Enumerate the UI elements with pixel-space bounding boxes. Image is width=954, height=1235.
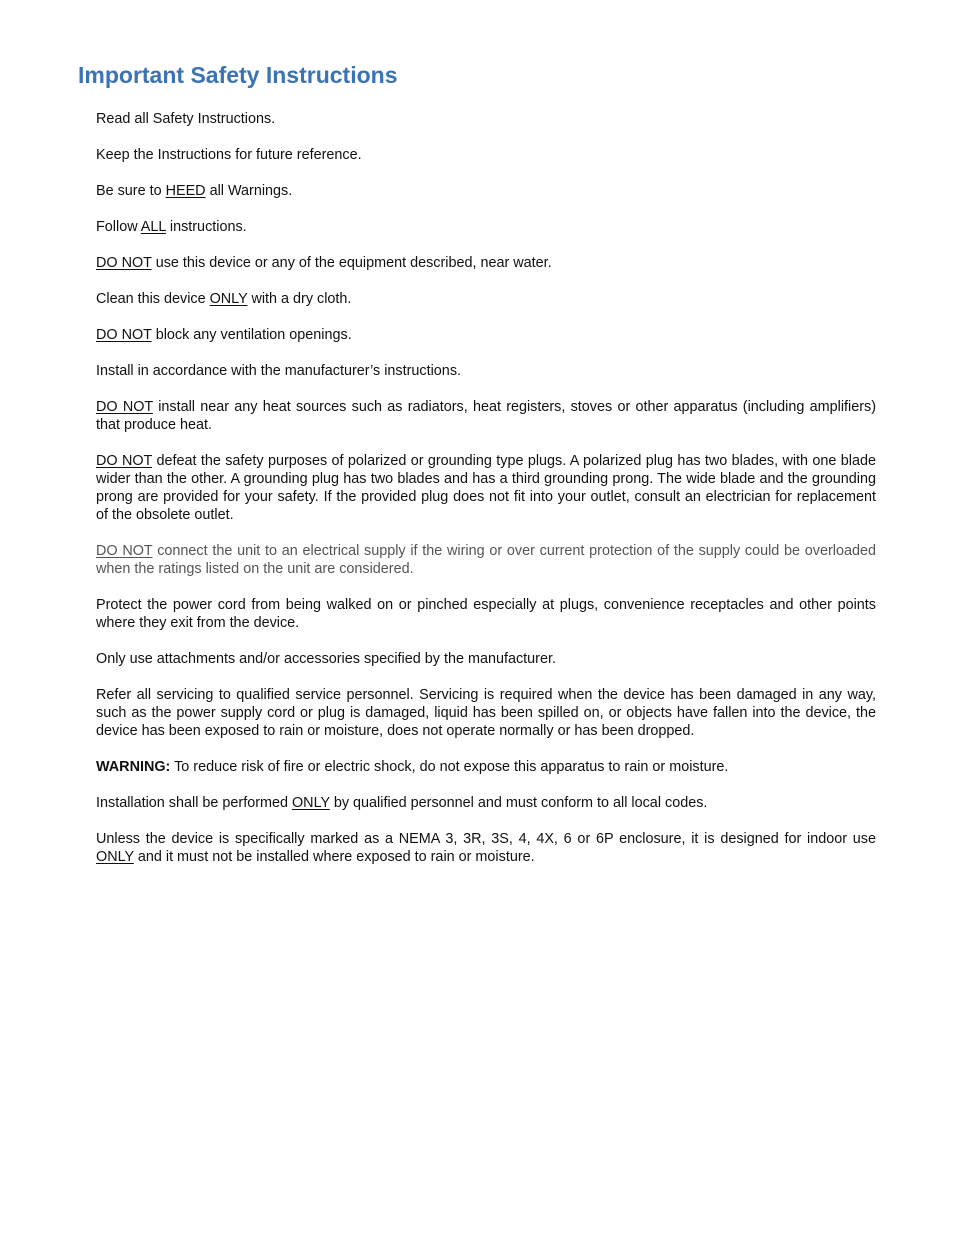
instruction-item bbox=[96, 254, 876, 272]
instruction-text: connect the unit to an electrical supply if the wiring or over current protection of the supply could be overloaded when the ratings listed on the unit are considered. bbox=[96, 543, 877, 577]
instruction-text: by qualified personnel and must conform to all local codes. bbox=[329, 795, 708, 811]
emphasis-text: DO NOT bbox=[96, 327, 152, 343]
instruction-item bbox=[96, 182, 876, 200]
emphasis-text: DO NOT bbox=[96, 543, 153, 559]
instruction-text: Read all Safety Instructions. bbox=[96, 111, 276, 127]
instruction-text: instructions. bbox=[165, 219, 247, 235]
safety-instructions-list bbox=[96, 110, 876, 884]
instruction-text: use this device or any of the equipment described, near water. bbox=[151, 255, 552, 271]
instruction-text: Install in accordance with the manufacturer’s instructions. bbox=[96, 363, 462, 379]
instruction-text: Clean this device bbox=[96, 291, 210, 307]
emphasis-text: DO NOT bbox=[96, 255, 152, 271]
instruction-text: install near any heat sources such as radiators, heat registers, stoves or other apparatus (including amplifiers) that produce heat. bbox=[96, 399, 876, 433]
emphasis-text: DO NOT bbox=[96, 399, 153, 415]
instruction-text: Be sure to bbox=[96, 183, 166, 199]
instruction-item bbox=[96, 794, 876, 812]
emphasis-text: ALL bbox=[140, 219, 166, 235]
instruction-item bbox=[96, 452, 876, 524]
instruction-text: Unless the device is specifically marked as a NEMA 3, 3R, 3S, 4, 4X, 6 or 6P enclosure, it is designed for indoor use bbox=[96, 831, 876, 847]
instruction-text: block any ventilation openings. bbox=[151, 327, 352, 343]
instruction-text: Keep the Instructions for future reference. bbox=[96, 147, 362, 163]
instruction-item bbox=[96, 686, 876, 740]
warning-label: WARNING: bbox=[96, 759, 171, 775]
instruction-item bbox=[96, 290, 876, 308]
page-title: Important Safety Instructions bbox=[78, 62, 398, 88]
emphasis-text: HEED bbox=[165, 183, 206, 199]
instruction-item bbox=[96, 218, 876, 236]
emphasis-text: ONLY bbox=[96, 849, 134, 865]
instruction-text: Only use attachments and/or accessories specified by the manufacturer. bbox=[96, 651, 556, 667]
instruction-item bbox=[96, 542, 876, 578]
instruction-item bbox=[96, 650, 876, 668]
instruction-text: Installation shall be performed bbox=[96, 795, 292, 811]
instruction-item bbox=[96, 830, 876, 866]
emphasis-text: DO NOT bbox=[96, 453, 153, 469]
instruction-item bbox=[96, 596, 876, 632]
instruction-item bbox=[96, 110, 876, 128]
instruction-item bbox=[96, 362, 876, 380]
emphasis-text: ONLY bbox=[209, 291, 248, 307]
instruction-item bbox=[96, 326, 876, 344]
emphasis-text: ONLY bbox=[291, 795, 330, 811]
instruction-text: with a dry cloth. bbox=[247, 291, 352, 307]
instruction-item bbox=[96, 398, 876, 434]
instruction-text: all Warnings. bbox=[205, 183, 293, 199]
instruction-item bbox=[96, 758, 876, 776]
instruction-text: Protect the power cord from being walked on or pinched especially at plugs, convenience receptacles and other points where they exit from the device. bbox=[96, 597, 876, 631]
instruction-text: and it must not be installed where exposed to rain or moisture. bbox=[133, 849, 535, 865]
instruction-text: defeat the safety purposes of polarized or grounding type plugs. A polarized plug has two blades, with one blade wider than the other. A grounding plug has two blades and has a third grounding prong. The wide blade and the grounding prong are provided for your safety. If the provided plug does not fit into your outlet, consult an electrician for replacement of the obsolete outlet. bbox=[96, 453, 876, 523]
instruction-text: Refer all servicing to qualified service personnel. Servicing is required when the device has been damaged in any way, such as the power supply cord or plug is damaged, liquid has been spilled on, or objects have fallen into the device, the device has been exposed to rain or moisture, does not operate normally or has been dropped. bbox=[96, 687, 876, 739]
instruction-item bbox=[96, 146, 876, 164]
instruction-text: Follow bbox=[96, 219, 141, 235]
instruction-text: To reduce risk of fire or electric shock, do not expose this apparatus to rain or moisture. bbox=[170, 759, 729, 775]
